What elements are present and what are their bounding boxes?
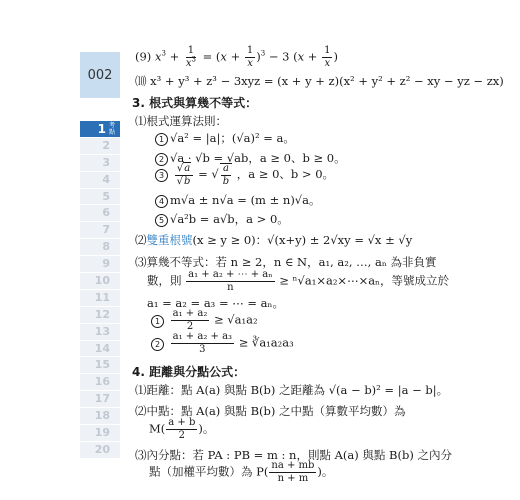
formula-10-label: ⑽ bbox=[135, 74, 147, 88]
case-2-numerator: a₁ + a₂ + a₃ bbox=[172, 331, 233, 342]
sub-3-inequality bbox=[147, 270, 449, 293]
case-1-denominator: 2 bbox=[186, 321, 194, 332]
chapter-tab-17[interactable] bbox=[80, 391, 120, 408]
chapter-tab-7[interactable] bbox=[80, 222, 120, 239]
midpoint-denominator: 2 bbox=[178, 430, 185, 441]
chapter-tab-19[interactable] bbox=[80, 425, 120, 442]
chapter-tab-number: 15 bbox=[94, 358, 110, 372]
internal-division-formula bbox=[149, 461, 333, 484]
chapter-tab-sub-label: 考點 bbox=[109, 122, 116, 136]
internal-division-denominator: n + m bbox=[277, 473, 309, 484]
chapter-tab-number: 2 bbox=[102, 138, 110, 152]
case-2-rhs: ≥ ∛a₁a₂a₃ bbox=[238, 335, 294, 350]
midpoint-rule: ⑵中點：點 A(a) 與點 B(b) 之中點（算數平均數）為 bbox=[135, 404, 406, 418]
chapter-tab-number: 16 bbox=[94, 375, 110, 389]
section-3-sub-3: ⑶算幾不等式：若 n ≥ 2，n ∈ N，a₁, a₂, …, aₙ 為非負實 bbox=[135, 255, 437, 269]
rule-4: 4 m√a ± n√a = (m ± n)√a。 bbox=[155, 192, 321, 208]
section-3-heading: 3. 根式與算幾不等式： bbox=[132, 96, 258, 110]
case-2: 2 $\frac{\text{a₁ + a₂ + a₃}}{3}$ ≥ ∛a₁a₂a₃ bbox=[151, 332, 294, 355]
formula-9-label: (9) bbox=[135, 49, 152, 64]
section-3-sub-2 bbox=[135, 232, 412, 248]
chapter-tab-2[interactable] bbox=[80, 138, 120, 155]
chapter-tab-number: 6 bbox=[102, 206, 110, 220]
sub-3-equality: a₁ = a₂ = a₃ = ⋯ = aₙ。 bbox=[147, 296, 285, 310]
internal-division-numerator: na + mb bbox=[271, 460, 315, 471]
chapter-tab-4[interactable] bbox=[80, 172, 120, 189]
rule-5: 5 √a²b = a√b，a > 0。 bbox=[155, 211, 289, 227]
chapter-tab-20[interactable] bbox=[80, 442, 120, 459]
rule-5-text: √a²b = a√b，a > 0。 bbox=[170, 212, 289, 226]
sub-3-denominator: n bbox=[227, 282, 234, 293]
chapter-tab-number: 13 bbox=[94, 324, 110, 338]
formula-10 bbox=[135, 73, 504, 89]
page-number: 002 bbox=[87, 67, 113, 83]
rule-2-text: √a · √b = √ab，a ≥ 0、b ≥ 0。 bbox=[170, 151, 346, 165]
case-1-numerator: a₁ + a₂ bbox=[172, 308, 208, 319]
chapter-tab-9[interactable] bbox=[80, 256, 120, 273]
chapter-tab-10[interactable] bbox=[80, 273, 120, 290]
chapter-tab-number: 9 bbox=[102, 257, 110, 271]
sub-3-numerator: a₁ + a₂ + ⋯ + aₙ bbox=[188, 269, 273, 280]
chapter-tab-number: 8 bbox=[102, 240, 110, 254]
chapter-tab-5[interactable] bbox=[80, 189, 120, 206]
chapter-tab-number: 4 bbox=[102, 172, 110, 186]
page-number-box bbox=[80, 52, 120, 98]
chapter-tab-number: 7 bbox=[102, 223, 110, 237]
sub-3-prefix: 數，則 bbox=[147, 273, 182, 288]
chapter-tab-number: 3 bbox=[102, 155, 110, 169]
midpoint-formula bbox=[149, 418, 214, 441]
chapter-tab-18[interactable] bbox=[80, 408, 120, 425]
sub-3-rhs: ≥ ⁿ√a₁×a₂×⋯×aₙ，等號成立於 bbox=[279, 273, 450, 288]
chapter-tab-number: 10 bbox=[94, 274, 110, 288]
rule-2: 2 √a · √b = √ab，a ≥ 0、b ≥ 0。 bbox=[155, 150, 346, 166]
chapter-tabs bbox=[80, 121, 120, 459]
midpoint-prefix: M( bbox=[149, 421, 166, 436]
section-3-sub-1: ⑴根式運算法則： bbox=[135, 114, 227, 128]
case-2-denominator: 3 bbox=[199, 344, 206, 355]
midpoint-numerator: a + b bbox=[168, 417, 196, 428]
chapter-tab-3[interactable] bbox=[80, 155, 120, 172]
case-1: 1 $\frac{\text{a₁ + a₂}}{2}$ ≥ √a₁a₂ bbox=[151, 309, 258, 332]
sub-2-label: ⑵ bbox=[135, 233, 147, 247]
chapter-tab-16[interactable] bbox=[80, 374, 120, 391]
midpoint-suffix: )。 bbox=[198, 421, 215, 436]
rule-4-text: m√a ± n√a = (m ± n)√a。 bbox=[170, 193, 321, 207]
chapter-tab-number: 11 bbox=[94, 290, 110, 304]
chapter-tab-number: 18 bbox=[94, 409, 110, 423]
chapter-tab-12[interactable] bbox=[80, 307, 120, 324]
case-1-rhs: ≥ √a₁a₂ bbox=[214, 312, 258, 327]
distance-rule: ⑴距離：點 A(a) 與點 B(b) 之距離為 √(a − b)² = |a − b|。 bbox=[135, 383, 449, 397]
formula-10-text: x³ + y³ + z³ − 3xyz = (x + y + z)(x² + y² + z² − xy − yz − zx) bbox=[150, 74, 504, 88]
chapter-tab-8[interactable] bbox=[80, 239, 120, 256]
chapter-tab-number: 5 bbox=[102, 189, 110, 203]
chapter-tab-13[interactable] bbox=[80, 324, 120, 341]
chapter-tab-14[interactable] bbox=[80, 341, 120, 358]
chapter-tab-number: 19 bbox=[94, 426, 110, 440]
chapter-tab-number: 14 bbox=[94, 341, 110, 355]
section-4-heading: 4. 距離與分點公式： bbox=[132, 365, 246, 379]
chapter-tab-number: 17 bbox=[94, 392, 110, 406]
internal-division-prefix: 點（加權平均數）為 P( bbox=[149, 464, 269, 479]
chapter-tab-15[interactable] bbox=[80, 357, 120, 374]
chapter-tab-number: 20 bbox=[94, 442, 110, 456]
rule-3: 3 $\frac{√a}{√b}$ = √ $\frac{a}{b}$ ，a ≥ 0、b > 0。 bbox=[155, 163, 334, 187]
chapter-tab-1[interactable] bbox=[80, 121, 120, 138]
rule-1: 1 √a² = |a|；(√a)² = a。 bbox=[155, 130, 295, 146]
sub-2-text: (x ≥ y ≥ 0)：√(x+y) ± 2√xy = √x ± √y bbox=[192, 233, 413, 247]
chapter-tab-6[interactable] bbox=[80, 205, 120, 222]
sub-2-term: 雙重根號 bbox=[146, 233, 193, 247]
internal-division-rule: ⑶內分點：若 PA : PB = m : n，則點 A(a) 與點 B(b) 之內分 bbox=[135, 448, 453, 462]
chapter-tab-11[interactable] bbox=[80, 290, 120, 307]
chapter-tab-number: 12 bbox=[94, 307, 110, 321]
chapter-tab-number: 1 bbox=[97, 122, 106, 136]
rule-1-text: √a² = |a|；(√a)² = a。 bbox=[170, 131, 295, 145]
internal-division-suffix: )。 bbox=[317, 464, 334, 479]
rule-3-tail: ，a ≥ 0、b > 0。 bbox=[236, 167, 335, 181]
formula-9: (9) $x^3$ + $\frac{1}{x^3}$ = (x + $\frac{1}{x}$ )$^3$ − 3 (x + $\frac{1}{x}$ ) bbox=[135, 45, 338, 69]
